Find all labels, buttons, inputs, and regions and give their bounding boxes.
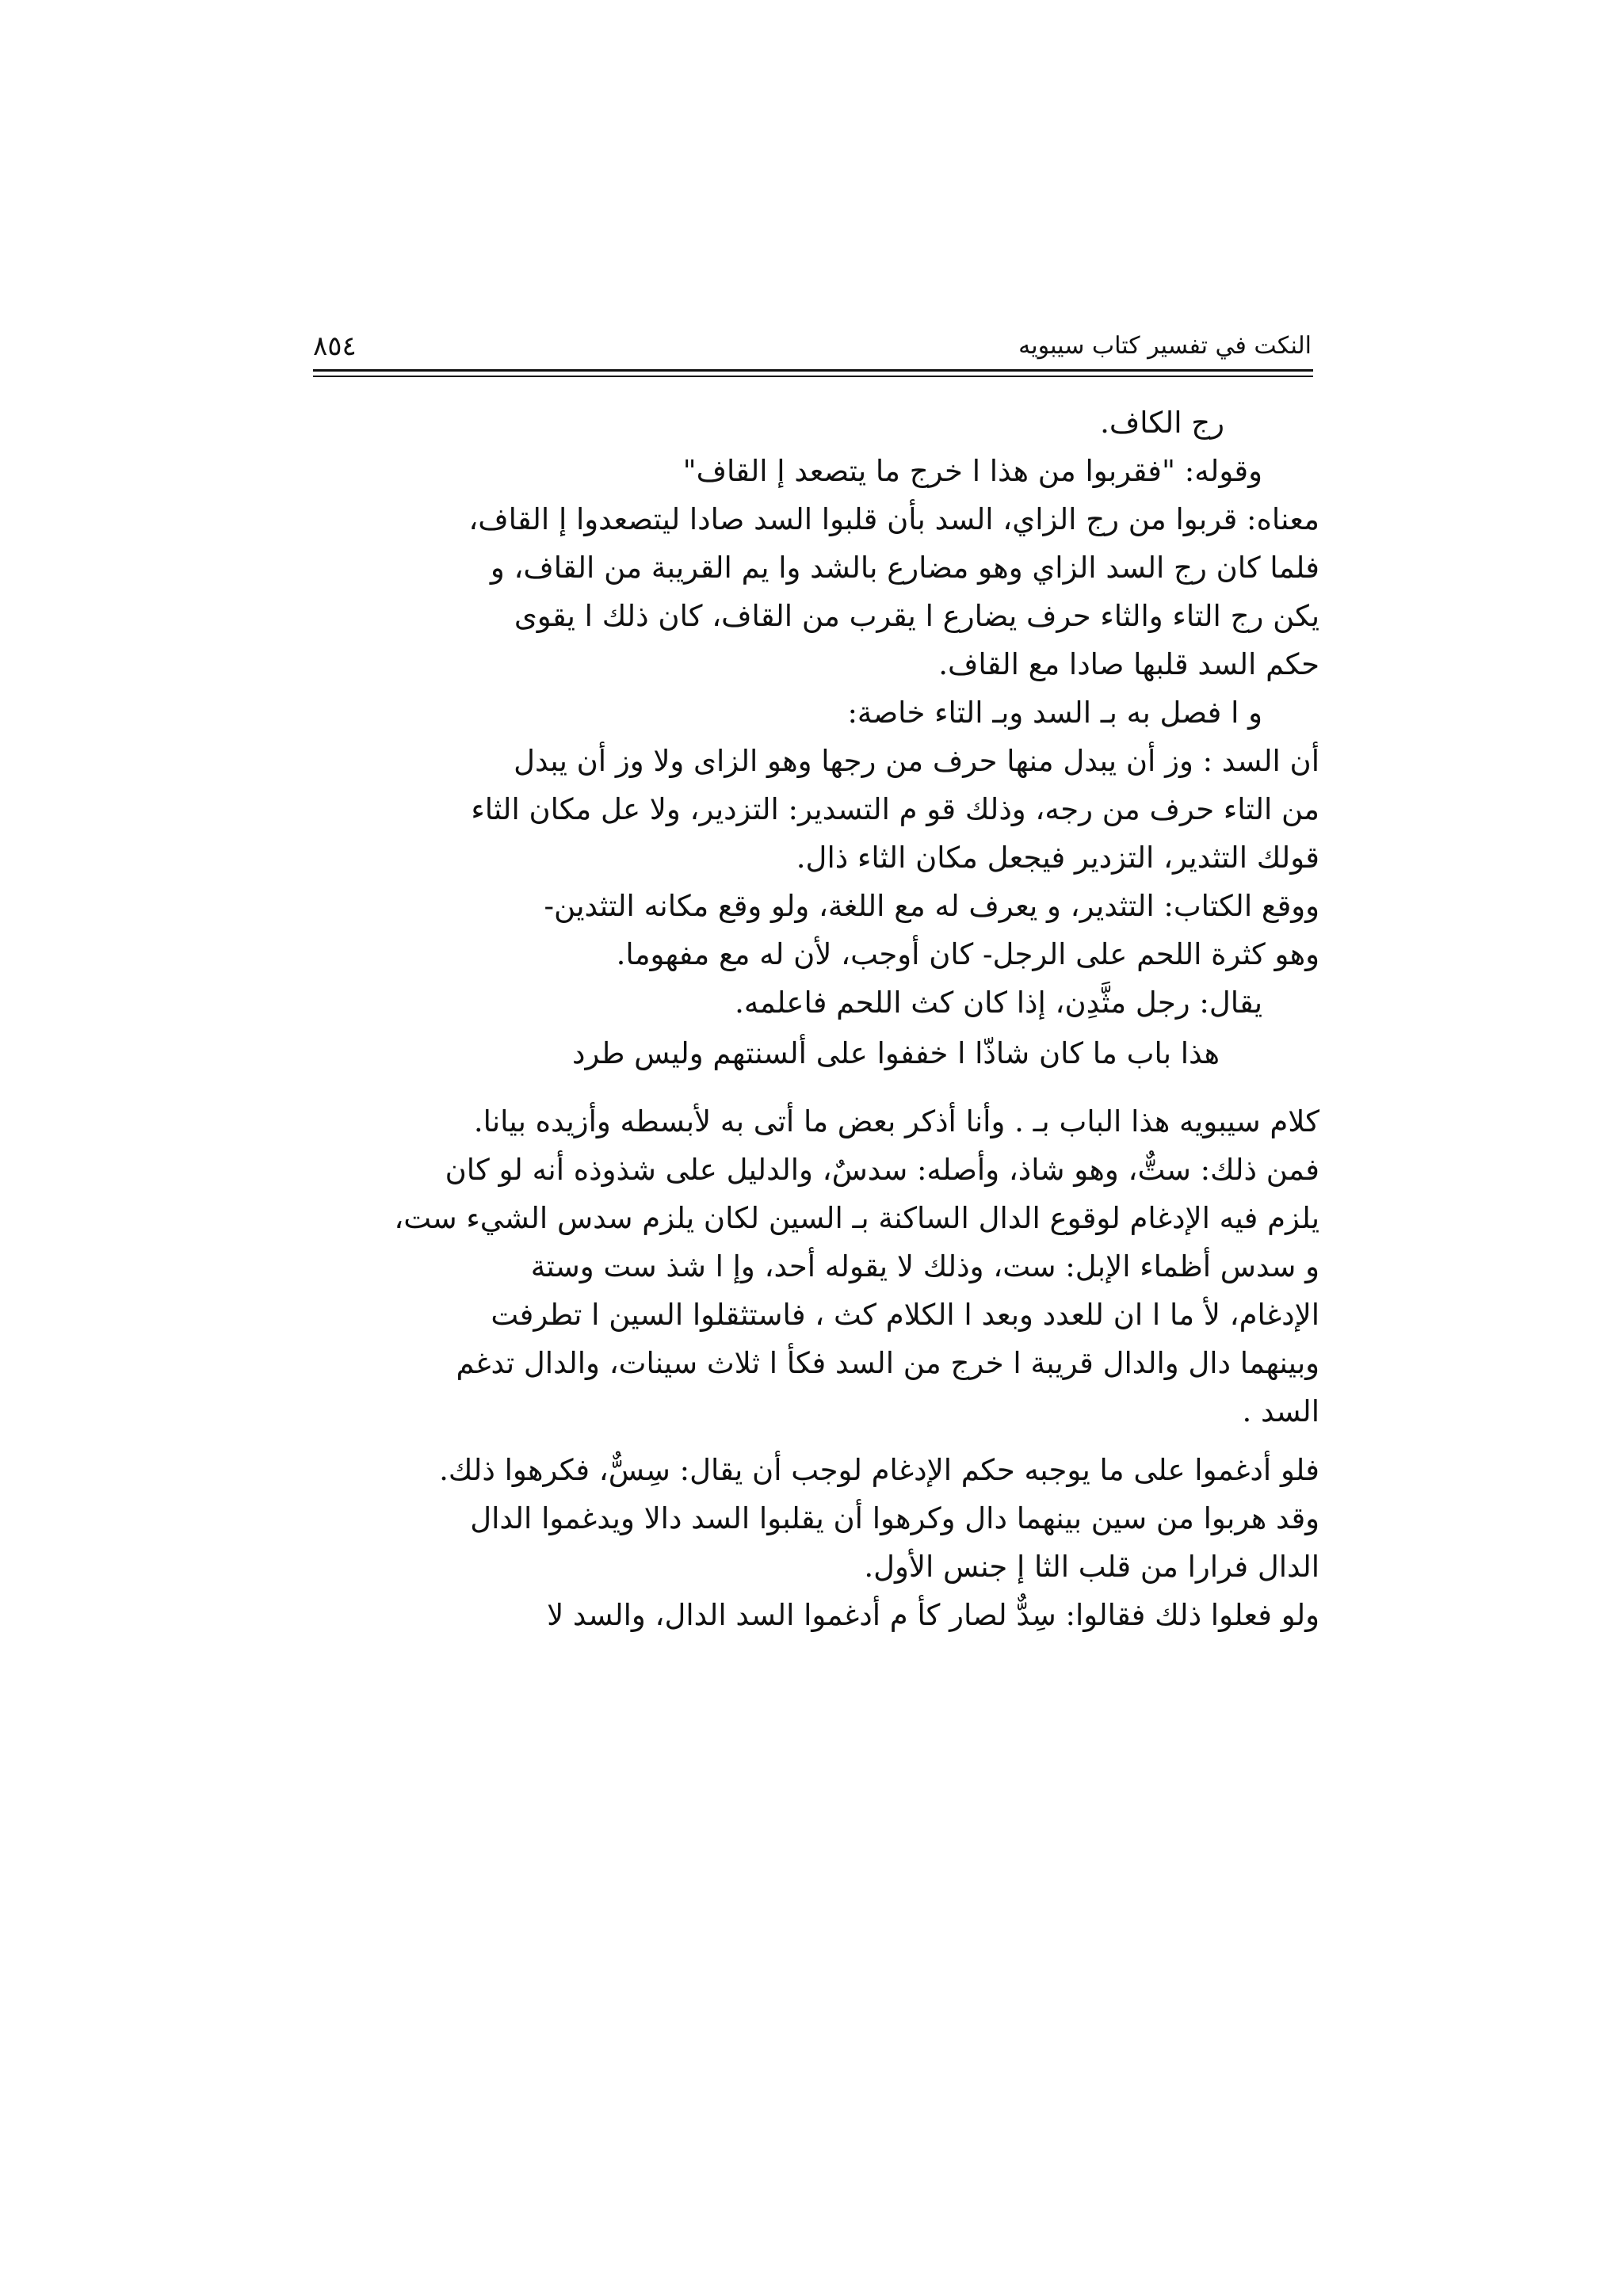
- text-line: ولو فعلوا ذلك فقالوا: سِدٌّ لصار كأ م أدغموا السد الدال، والسد لا: [547, 1598, 1319, 1632]
- text-line: وبينهما دال والدال قريبة ا خرج من السد فكأ ا ثلاث سينات، والدال تدغم: [456, 1346, 1319, 1380]
- text-line: من التاء حرف من رجه، وذلك قو م التسدير: التزدير، ولا عل مكان الثاء: [471, 792, 1319, 826]
- page-number: ٨٥٤: [313, 330, 357, 362]
- text-line: فمن ذلك: ستٌّ، وهو شاذ، وأصله: سدسٌ، والدليل على شذوذه أنه لو كان: [445, 1153, 1319, 1187]
- text-line: كلام سيبويه هذا الباب بـ . وأنا أذكر بعض ما أتى به لأبسطه وأزيده بيانا.: [473, 1104, 1319, 1138]
- text-line: السد .: [1242, 1394, 1319, 1428]
- running-title: النكت في تفسير كتاب سيبويه: [1018, 332, 1312, 360]
- text-line: وقوله: "فقربوا من هذا ا خرج ما يتصعد إ القاف": [682, 454, 1262, 488]
- text-line: وقد هربوا من سين بينهما دال وكرهوا أن يقلبوا السد دالا ويدغموا الدال: [470, 1501, 1319, 1535]
- text-line: أن السد : وز أن يبدل منها حرف من رجها وهو الزاى ولا وز أن يبدل: [514, 744, 1319, 778]
- text-line: يلزم فيه الإدغام لوقوع الدال الساكنة بـ السين لكان يلزم سدس الشيء ست،: [394, 1201, 1319, 1235]
- text-line: و ا فصل به بـ السد وبـ التاء خاصة:: [847, 696, 1262, 730]
- text-line: قولك التثدير، التزدير فيجعل مكان الثاء ذال.: [796, 841, 1319, 875]
- text-line: الدال فرارا من قلب الثا إ جنس الأول.: [864, 1550, 1319, 1584]
- header-rule-thick: [313, 369, 1313, 372]
- text-line: فلو أدغموا على ما يوجبه حكم الإدغام لوجب أن يقال: سِسٌّ، فكرهوا ذلك.: [439, 1453, 1319, 1487]
- header-rule-thin: [313, 376, 1313, 377]
- text-line: يكن رج التاء والثاء حرف يضارع ا يقرب من القاف، كان ذلك ا يقوى: [514, 599, 1319, 633]
- section-heading: هذا باب ما كان شاذّا ا خففوا على ألسنتهم وليس طرد: [572, 1036, 1220, 1070]
- text-line: يقال: رجل مثَّدِن، إذا كان كث اللحم فاعلمه.: [735, 986, 1262, 1020]
- text-line: فلما كان رج السد الزاي وهو مضارع بالشد وا يم القريبة من القاف، و: [490, 551, 1319, 585]
- page-header: [313, 329, 1312, 367]
- text-line: رج الكاف.: [1100, 406, 1224, 440]
- text-line: ووقع الكتاب: التثدير، و يعرف له مع اللغة، ولو وقع مكانه التثدين-: [544, 889, 1319, 923]
- text-line: معناه: قربوا من رج الزاي، السد بأن قلبوا السد صادا ليتصعدوا إ القاف،: [468, 502, 1319, 536]
- text-line: وهو كثرة اللحم على الرجل- كان أوجب، لأن له مع مفهوما.: [616, 937, 1319, 971]
- text-line: حكم السد قلبها صادا مع القاف.: [938, 647, 1319, 681]
- text-line: و سدس أظماء الإبل: ست، وذلك لا يقوله أحد، وإ ا شذ ست وستة: [530, 1249, 1319, 1283]
- text-line: الإدغام، لأ ما ا ان للعدد وبعد ا الكلام كث ، فاستثقلوا السين ا تطرفت: [491, 1298, 1319, 1332]
